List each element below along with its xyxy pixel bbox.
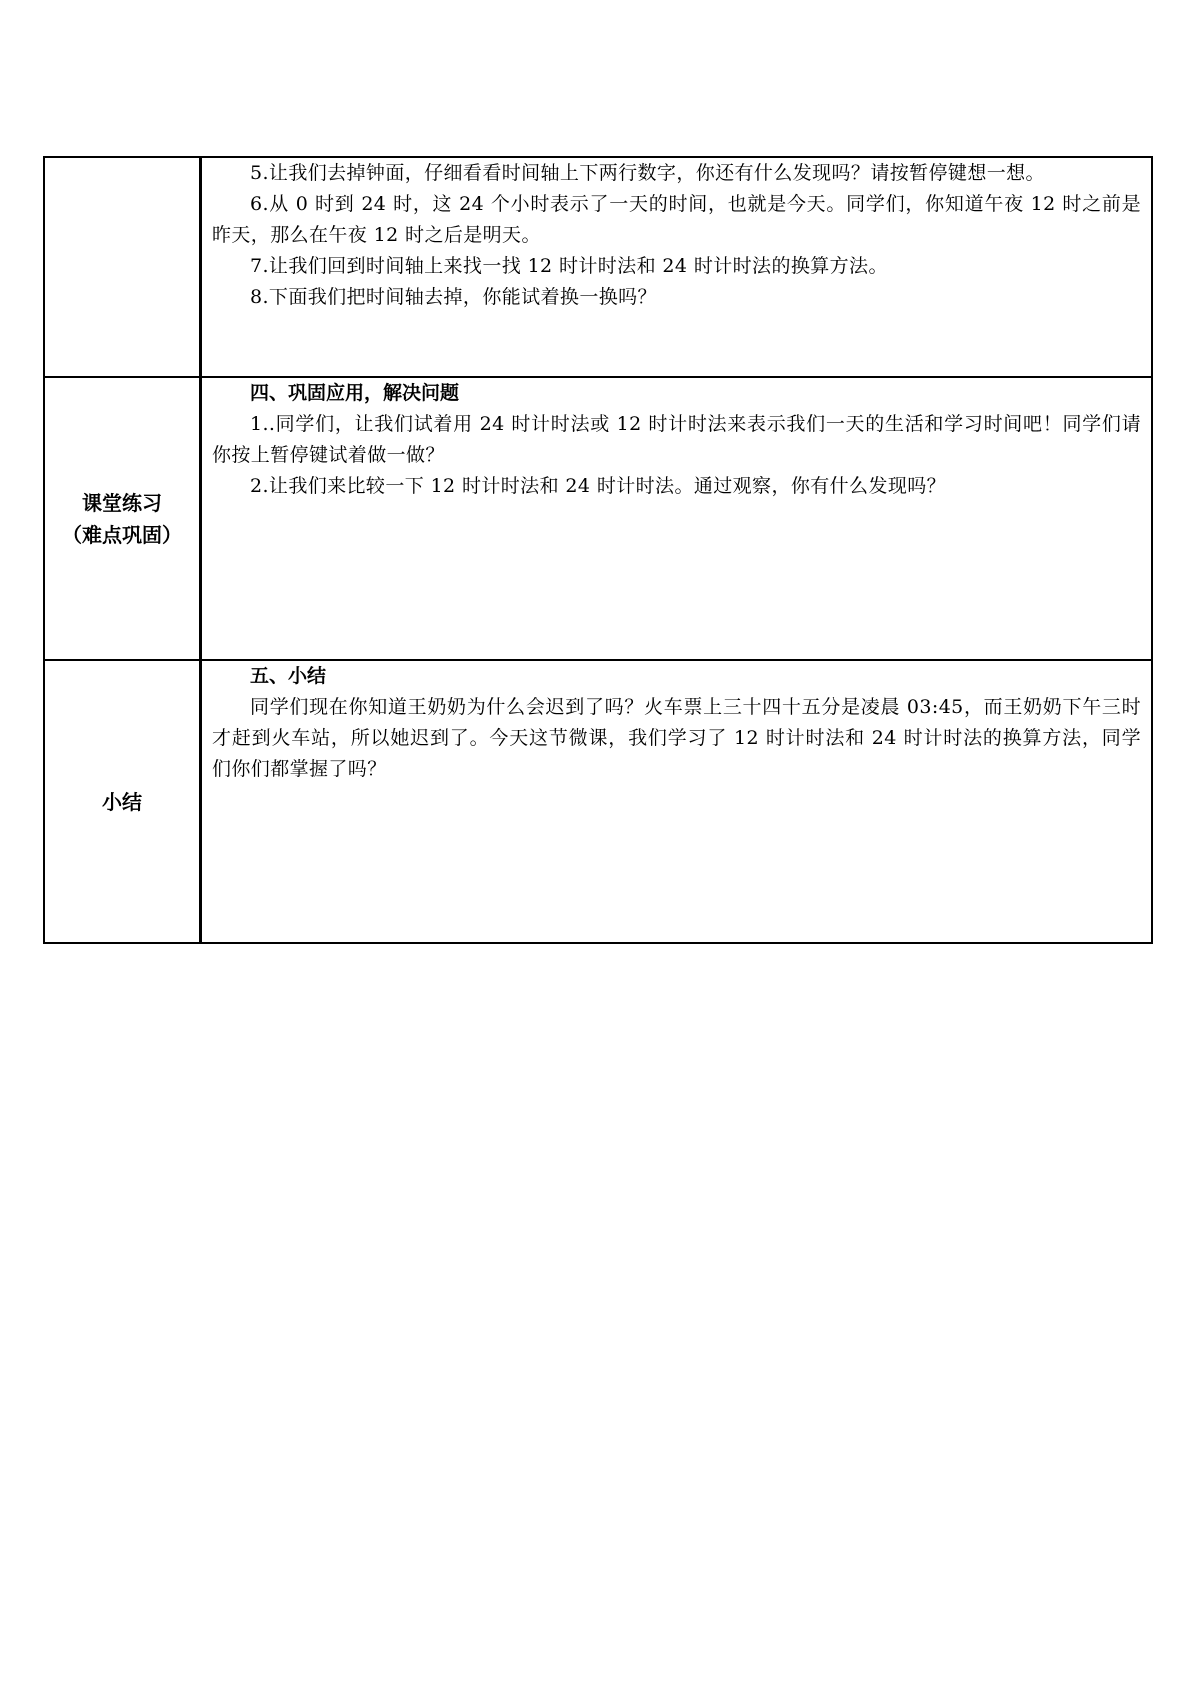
section-heading: 五、小结 [250, 665, 327, 687]
row-label-sub: （难点巩固） [62, 522, 182, 547]
paragraph: 6.从 0 时到 24 时，这 24 个小时表示了一天的时间，也就是今天。同学们，你知道午夜 12 时之前是昨天，那么在午夜 12 时之后是明天。 [212, 193, 1141, 246]
paragraph: 同学们现在你知道王奶奶为什么会迟到了吗？火车票上三十四十五分是凌晨 03:45，而王奶奶下午三时才赶到火车站，所以她迟到了。今天这节微课，我们学习了 12 时计时法和 24 时计时法的换算方法，同学们你们都掌握了吗？ [212, 696, 1141, 780]
row-content-cell [201, 157, 1153, 377]
paragraph: 2.让我们来比较一下 12 时计时法和 24 时计时法。通过观察，你有什么发现吗？ [250, 475, 947, 497]
row-label-cell [44, 157, 201, 377]
table-row-practice [44, 377, 1152, 660]
row-label-cell [44, 377, 201, 660]
paragraph: 1..同学们，让我们试着用 24 时计时法或 12 时计时法来表示我们一天的生活和学习时间吧！同学们请你按上暂停键试着做一做？ [212, 413, 1141, 466]
table-row-activities [44, 157, 1152, 377]
row-label: 课堂练习 [82, 490, 162, 515]
paragraph: 8.下面我们把时间轴去掉，你能试着换一换吗？ [250, 286, 657, 308]
lesson-plan-table [43, 156, 1153, 944]
table-row-summary [44, 660, 1152, 943]
section-heading: 四、巩固应用，解决问题 [250, 382, 460, 404]
paragraph: 7.让我们回到时间轴上来找一找 12 时计时法和 24 时计时法的换算方法。 [250, 255, 888, 277]
row-label-cell [44, 660, 201, 943]
row-label: 小结 [102, 789, 142, 814]
paragraph: 5.让我们去掉钟面，仔细看看时间轴上下两行数字，你还有什么发现吗？请按暂停键想一想。 [250, 162, 1045, 184]
row-content-cell [201, 660, 1153, 943]
row-content-cell [201, 377, 1153, 660]
